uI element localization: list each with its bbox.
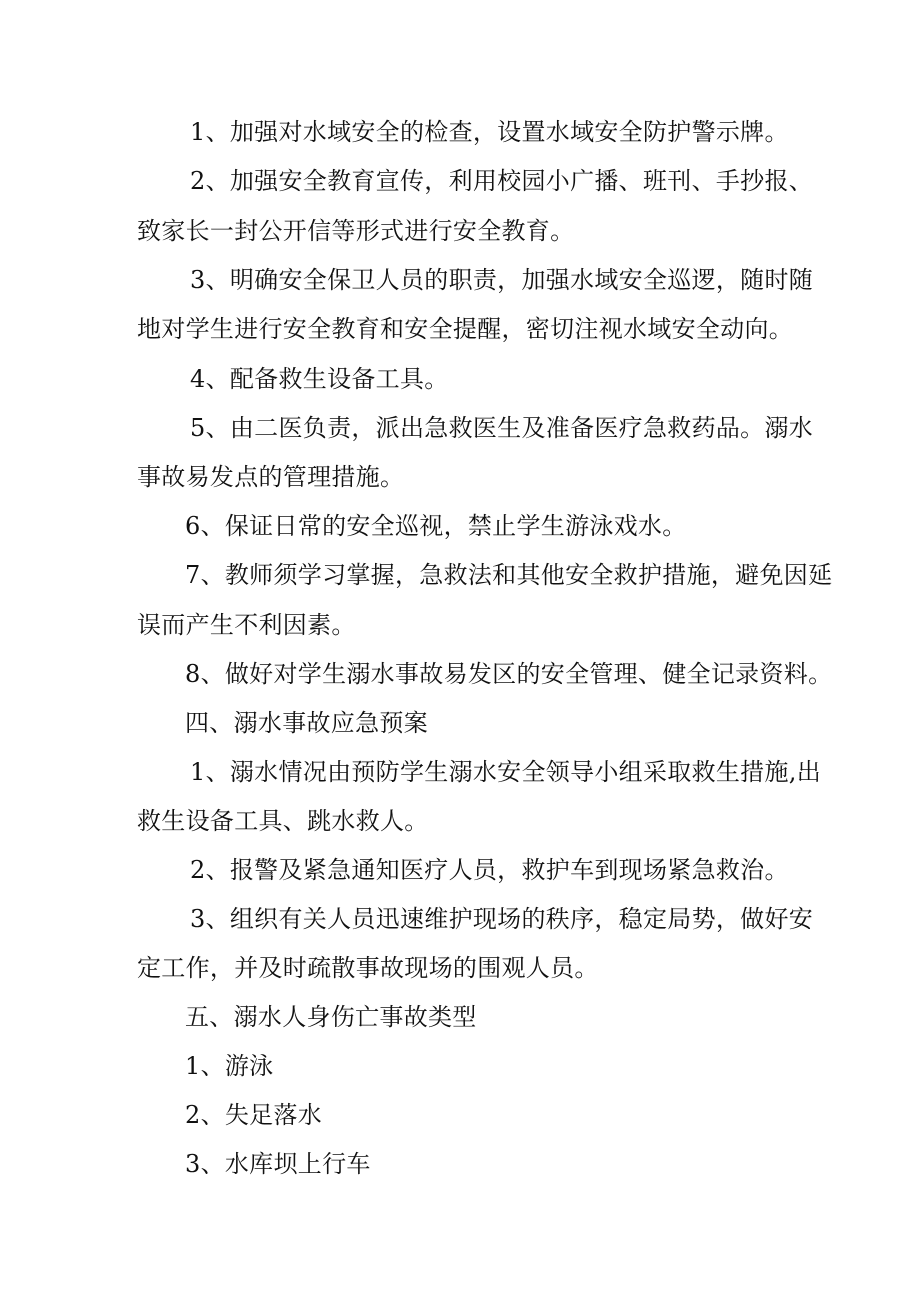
- list-item-falling-in-water: 2、失足落水: [185, 1101, 323, 1129]
- paragraph-line-12: 8、做好对学生溺水事故易发区的安全管理、健全记录资料。: [185, 660, 833, 688]
- paragraph-line-9: 6、保证日常的安全巡视，禁止学生游泳戏水。: [185, 512, 687, 540]
- paragraph-line-11: 误而产生不利因素。: [137, 611, 356, 639]
- section-heading-5: 五、溺水人身伤亡事故类型: [185, 1003, 477, 1031]
- paragraph-line-17: 3、组织有关人员迅速维护现场的秩序，稳定局势，做好安: [190, 905, 814, 933]
- paragraph-line-10: 7、教师须学习掌握，急救法和其他安全救护措施，避免因延: [185, 561, 833, 589]
- paragraph-line-5: 地对学生进行安全教育和安全提醒，密切注视水域安全动向。: [137, 315, 794, 343]
- list-item-swimming: 1、游泳: [185, 1052, 274, 1080]
- paragraph-line-18: 定工作，并及时疏散事故现场的围观人员。: [137, 954, 599, 982]
- section-heading-4: 四、溺水事故应急预案: [185, 709, 428, 737]
- paragraph-line-4: 3、明确安全保卫人员的职责，加强水域安全巡逻，随时随: [190, 266, 814, 294]
- paragraph-line-3: 致家长一封公开信等形式进行安全教育。: [137, 217, 575, 245]
- paragraph-line-6: 4、配备救生设备工具。: [190, 365, 449, 393]
- paragraph-line-16: 2、报警及紧急通知医疗人员，救护车到现场紧急救治。: [190, 856, 789, 884]
- paragraph-line-1: 1、加强对水域安全的检查，设置水域安全防护警示牌。: [190, 118, 789, 146]
- list-item-reservoir-dam-driving: 3、水库坝上行车: [185, 1150, 371, 1178]
- paragraph-line-8: 事故易发点的管理措施。: [137, 463, 405, 491]
- paragraph-line-7: 5、由二医负责，派出急救医生及准备医疗急救药品。溺水: [190, 414, 814, 442]
- paragraph-line-14: 1、溺水情况由预防学生溺水安全领导小组采取救生措施,出: [190, 758, 821, 786]
- paragraph-line-2: 2、加强安全教育宣传，利用校园小广播、班刊、手抄报、: [190, 167, 814, 195]
- paragraph-line-15: 救生设备工具、跳水救人。: [137, 807, 429, 835]
